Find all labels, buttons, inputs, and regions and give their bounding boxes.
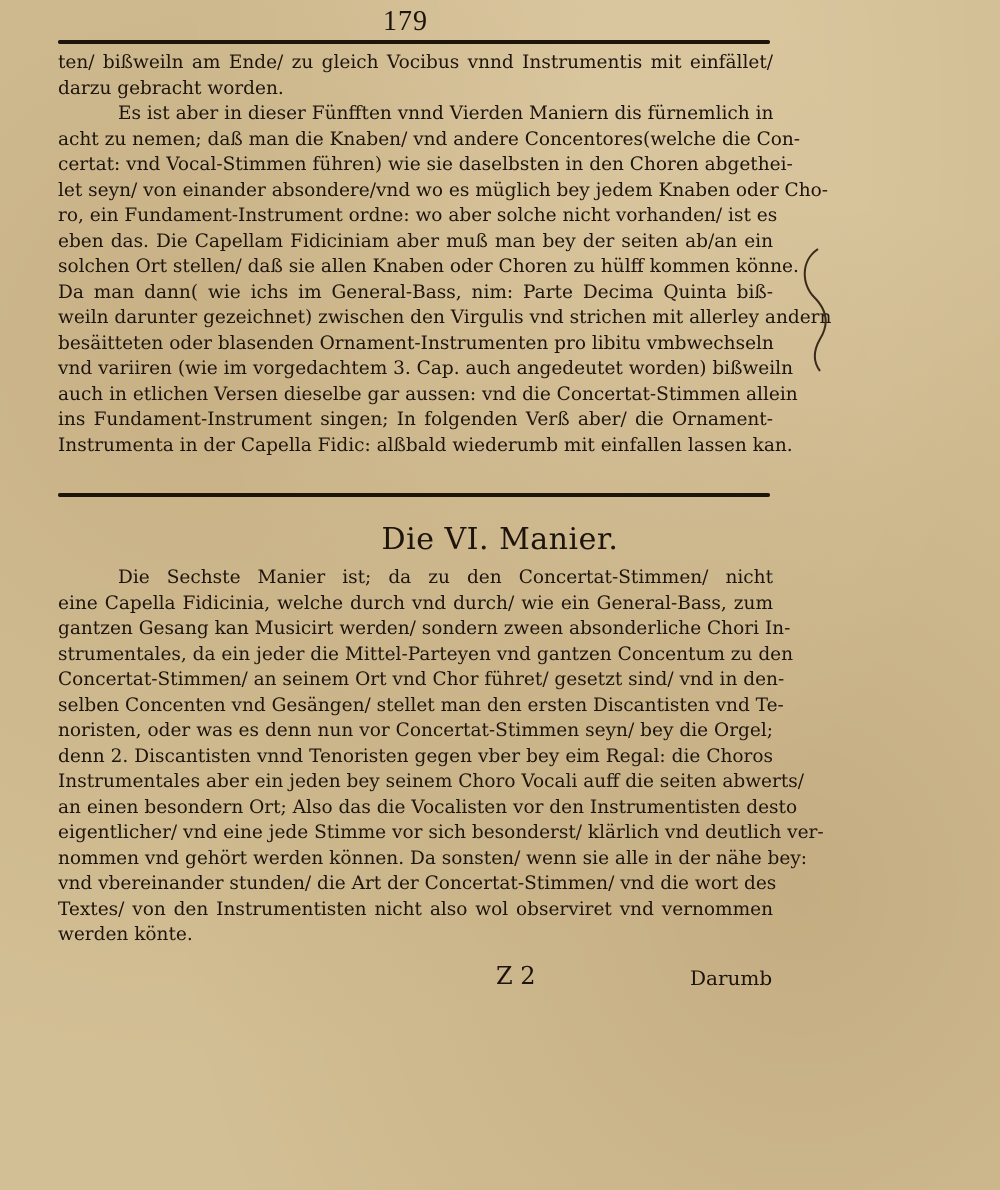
text-line: ins Fundament-Instrument singen; In folgenden Verß aber/ die Ornament- — [58, 409, 773, 430]
text-line: Textes/ von den Instrumentisten nicht also wol observiret vnd vernommen — [58, 898, 773, 920]
text-line: Es ist aber in dieser Fünfften vnnd Vierden Maniern dis fürnemlich in — [118, 103, 774, 124]
text-line: Instrumentales aber ein jeden bey seinem Choro Vocali auff die seiten abwerts/ — [58, 771, 804, 792]
signature-mark: Z 2 — [496, 962, 536, 990]
top-rule — [58, 40, 770, 44]
text-line: ro, ein Fundament-Instrument ordne: wo aber solche nicht vorhanden/ ist es — [58, 205, 778, 226]
paragraph-block-1 — [58, 50, 832, 458]
text-line: nommen vnd gehört werden können. Da sonsten/ wenn sie alle in der nähe bey: — [58, 847, 807, 869]
text-line: weiln darunter gezeichnet) zwischen den Virgulis vnd strichen mit allerley andern — [58, 307, 832, 328]
text-line: werden könte. — [58, 924, 193, 945]
text-line: solchen Ort stellen/ daß sie allen Knaben oder Choren zu hülff kommen könne. — [58, 256, 799, 277]
text-line: Da man dann( wie ichs im General-Bass, nim: Parte Decima Quinta biß- — [58, 281, 773, 303]
text-line: eigentlicher/ vnd eine jede Stimme vor sich besonderst/ klärlich vnd deutlich ver- — [58, 822, 824, 843]
page-number: 179 — [383, 6, 428, 37]
text-line: strumentales, da ein jeder die Mittel-Parteyen vnd gantzen Concentum zu den — [58, 643, 794, 665]
margin-brace-mark — [790, 245, 840, 379]
text-line: ten/ bißweiln am Ende/ zu gleich Vocibus vnnd Instrumentis mit einfället/ — [58, 52, 773, 73]
text-line: acht zu nemen; daß man die Knaben/ vnd andere Concentores(welche die Con- — [58, 128, 801, 150]
text-line: Die Sechste Manier ist; da zu den Concertat-Stimmen/ nicht — [118, 567, 773, 588]
text-line: let seyn/ von einander absondere/vnd wo es müglich bey jedem Knaben oder Cho- — [58, 179, 828, 201]
section-rule — [58, 493, 770, 497]
paragraph-block-2 — [58, 565, 824, 948]
text-line: besäitteten oder blasenden Ornament-Instrumenten pro libitu vmbwechseln — [58, 332, 774, 354]
text-line: gantzen Gesang kan Musicirt werden/ sondern zween absonderliche Chori In- — [58, 618, 791, 639]
text-line: auch in etlichen Versen dieselbe gar aussen: vnd die Concertat-Stimmen allein — [58, 383, 798, 405]
text-line: noristen, oder was es denn nun vor Concertat-Stimmen seyn/ bey die Orgel; — [58, 720, 773, 741]
text-line: Instrumenta in der Capella Fidic: alßbald wiederumb mit einfallen lassen kan. — [58, 434, 793, 456]
text-line: an einen besondern Ort; Also das die Vocalisten vor den Instrumentisten desto — [58, 796, 798, 818]
text-line: darzu gebracht worden. — [58, 77, 284, 99]
section-heading: Die VI. Manier. — [381, 522, 619, 557]
text-line: Concertat-Stimmen/ an seinem Ort vnd Chor führet/ gesetzt sind/ vnd in den- — [58, 669, 785, 690]
catchword: Darumb — [690, 966, 773, 990]
text-line: vnd variiren (wie im vorgedachtem 3. Cap. auch angedeutet worden) bißweiln — [58, 358, 793, 379]
text-line: vnd vbereinander stunden/ die Art der Concertat-Stimmen/ vnd die wort des — [58, 873, 777, 894]
text-line: certat: vnd Vocal-Stimmen führen) wie sie daselbsten in den Choren abgethei- — [58, 154, 793, 175]
text-line: eben das. Die Capellam Fidiciniam aber muß man bey der seiten ab/an ein — [58, 230, 773, 252]
text-line: eine Capella Fidicinia, welche durch vnd durch/ wie ein General-Bass, zum — [58, 592, 773, 614]
text-line: selben Concenten vnd Gesängen/ stellet man den ersten Discantisten vnd Te- — [58, 694, 784, 716]
text-line: denn 2. Discantisten vnnd Tenoristen gegen vber bey eim Regal: die Choros — [58, 745, 773, 767]
